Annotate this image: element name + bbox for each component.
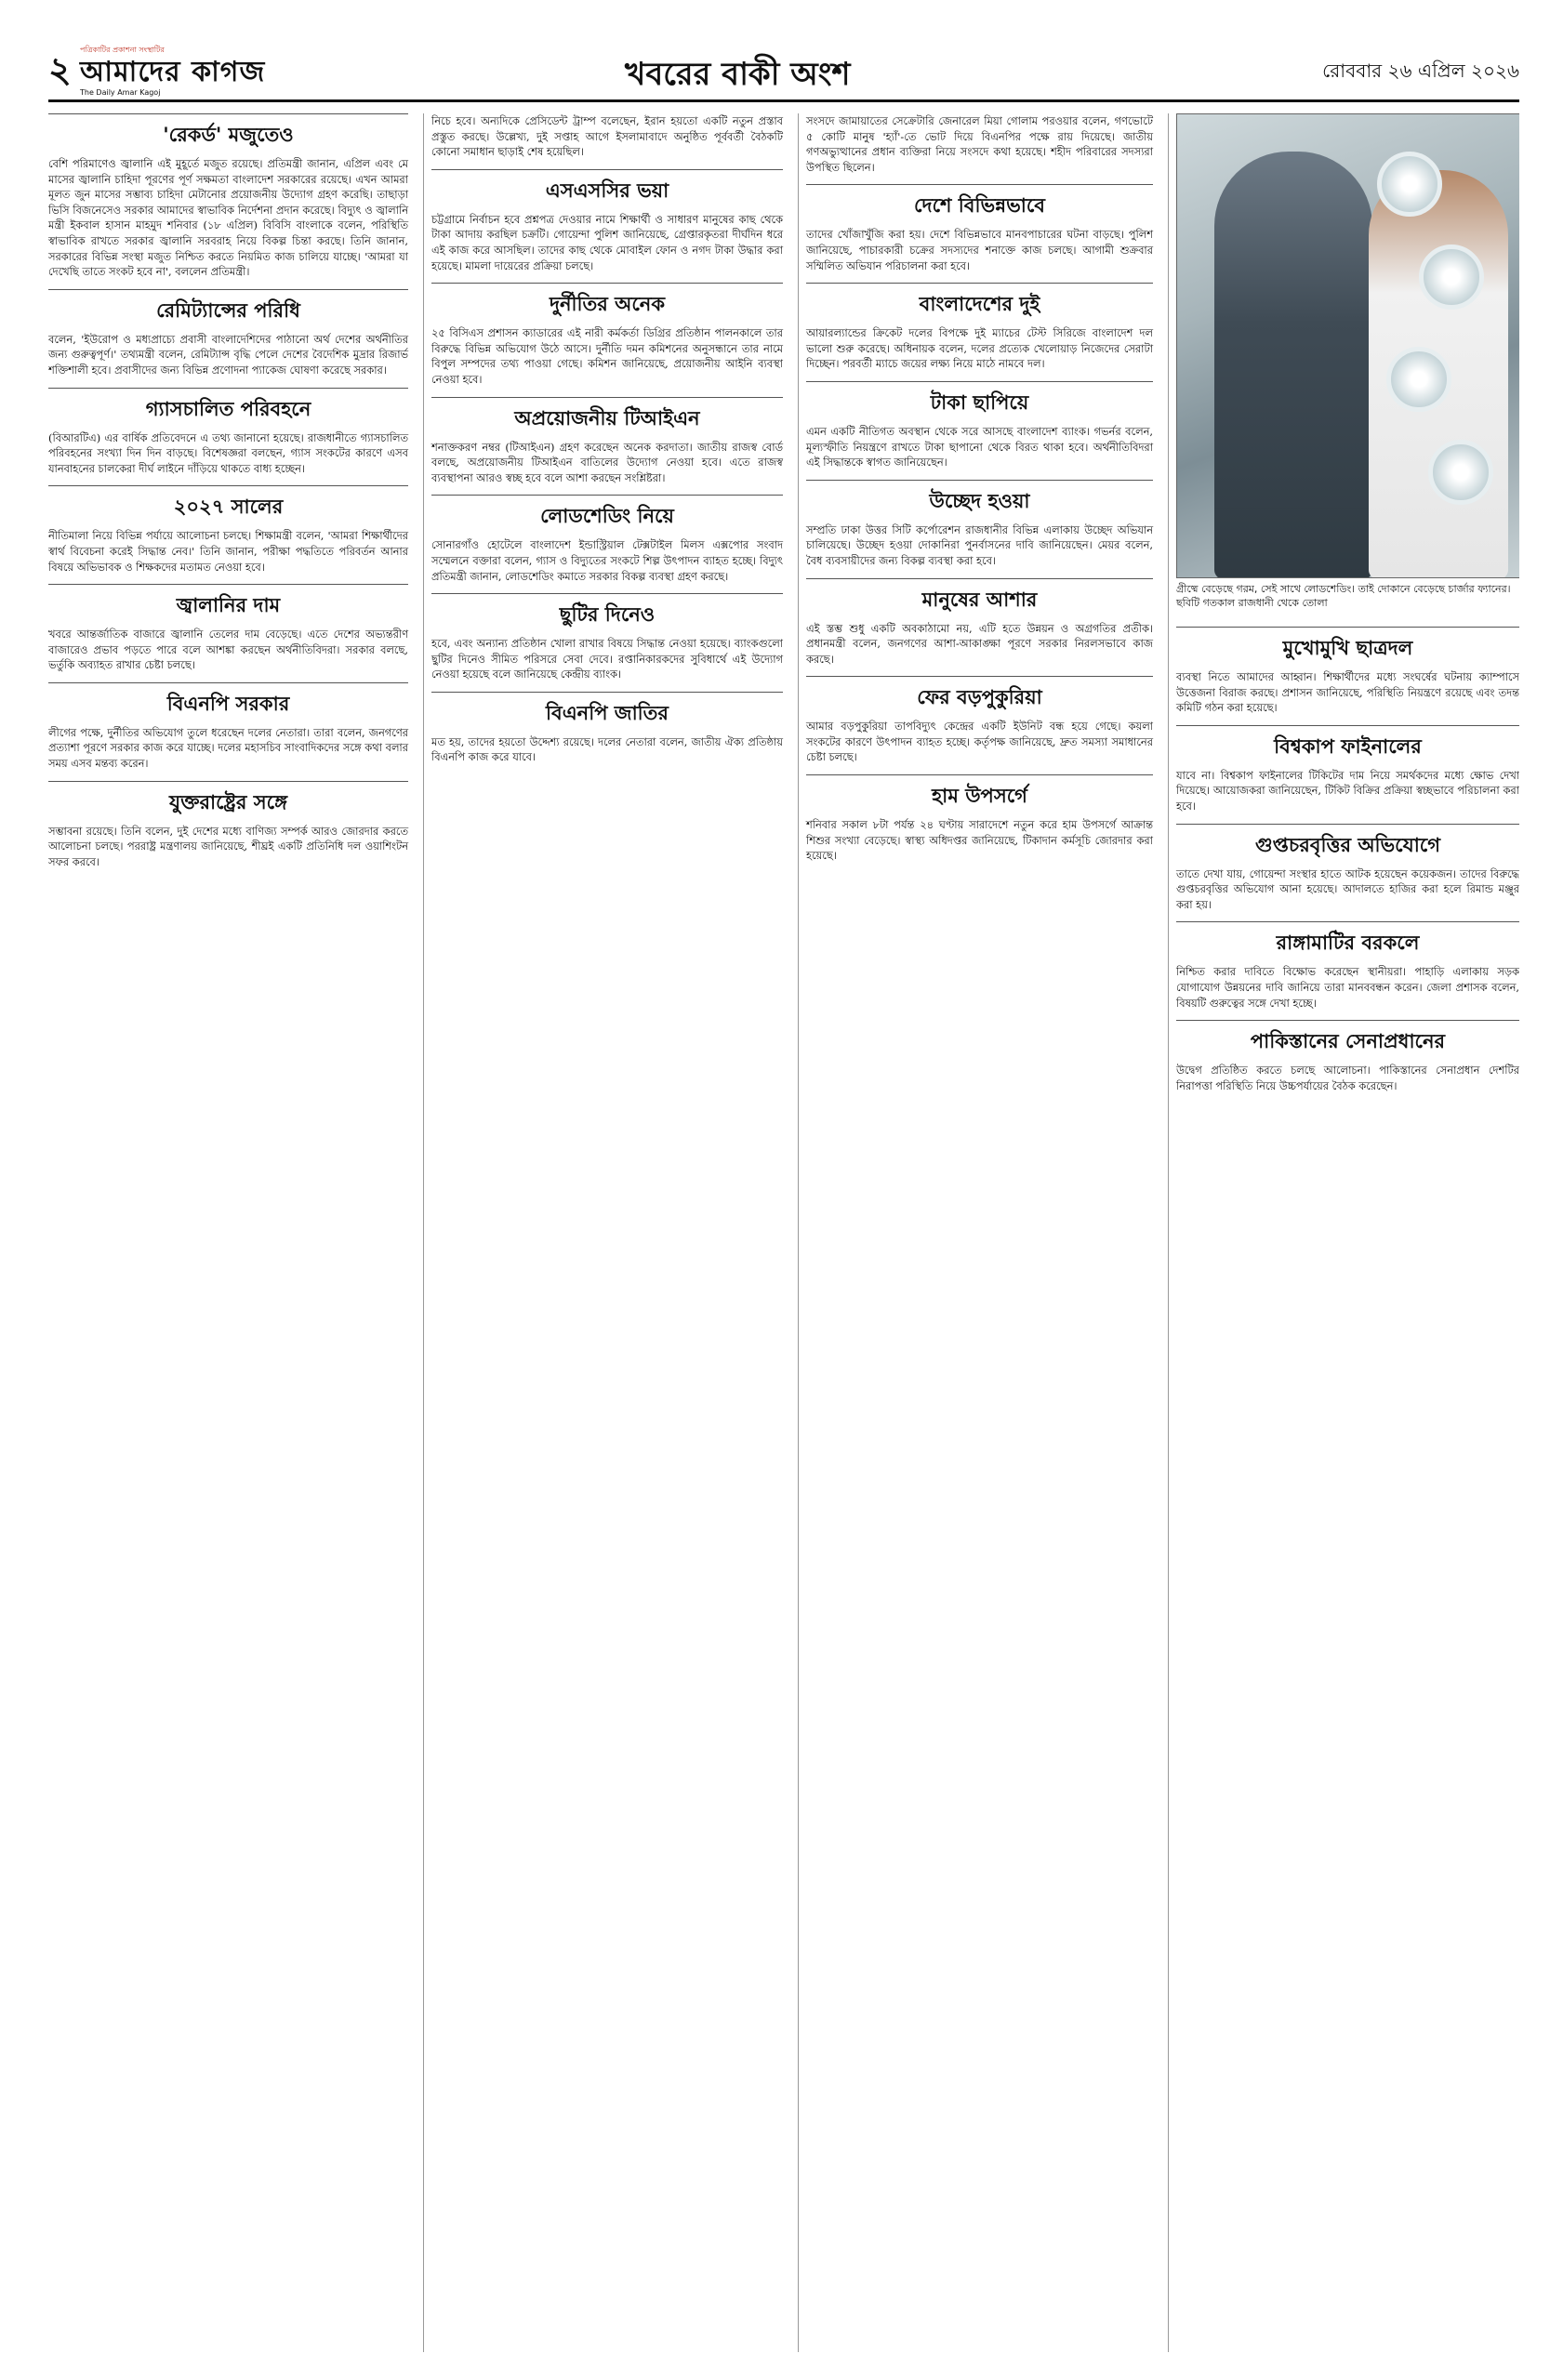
fan-icon [1428,440,1493,505]
article-headline: গুপ্তচরবৃত্তির অভিযোগে [1176,824,1519,866]
article-headline: মানুষের আশার [806,578,1153,621]
photo-caption: গ্রীষ্মে বেড়েছে গরম, সেই সাথে লোডশেডিং। তাই দোকানে বেড়েছে চার্জার ফ্যানের। ছবিটি গতকাল রাজধানী থেকে তোলা [1176,583,1511,609]
column-2 [423,113,790,2352]
article-body: নিচে হবে। অন্যদিকে প্রেসিডেন্ট ট্রাম্প বলেছেন, ইরান হয়তো একটি নতুন প্রস্তাব প্রস্তুত করছে। উল্লেখ্য, দুই সপ্তাহ আগে ইসলামাবাদে অনুষ্ঠিত পূর্ববর্তী বৈঠকটি কোনো সমাধান ছাড়াই শেষ হয়েছিল। [431,114,783,159]
article-body: তাতে দেখা যায়, গোয়েন্দা সংস্থার হাতে আটক হয়েছেন কয়েকজন। তাদের বিরুদ্ধে গুপ্তচরবৃত্তির অভিযোগ আনা হয়েছে। আদালতে হাজির করা হলে রিমান্ড মঞ্জুর করা হয়। [1176,866,1519,911]
article-headline: যুক্তরাষ্ট্রের সঙ্গে [48,781,408,824]
article [806,381,1153,470]
article-body: বলেন, 'ইউরোপ ও মধ্যপ্রাচ্যে প্রবাসী বাংলাদেশিদের পাঠানো অর্থ দেশের অর্থনীতির জন্য গুরুত্বপূর্ণ।' তথ্যমন্ত্রী বলেন, রেমিট্যান্স বৃদ্ধি পেলে দেশের বৈদেশিক মুদ্রার রিজার্ভ শক্তিশালী হবে। প্রবাসীদের জন্য বিভিন্ন প্রণোদনা প্যাকেজ ঘোষণা করেছে সরকার। [48,332,408,377]
article-body: (বিআরটিএ) এর বার্ষিক প্রতিবেদনে এ তথ্য জানানো হয়েছে। রাজধানীতে গ্যাসচালিত পরিবহনের সংখ্যা দিন দিন বাড়ছে। বিশেষজ্ঞরা বলছেন, গ্যাস সংকটের কারণে এসব যানবাহনের চালকেরা দীর্ঘ লাইনে দাঁড়িয়ে থাকতে বাধ্য হচ্ছেন। [48,430,408,475]
column-1 [48,113,416,2352]
article-body: খবরে আন্তর্জাতিক বাজারে জ্বালানি তেলের দাম বেড়েছে। এতে দেশের অভ্যন্তরীণ বাজারেও প্রভাব পড়তে পারে বলে আশঙ্কা করছেন অর্থনীতিবিদরা। সরকার বলছে, ভর্তুকি অব্যাহত রাখার চেষ্টা চলছে। [48,628,408,672]
article-headline: গ্যাসচালিত পরিবহনে [48,388,408,430]
article-headline: বিএনপি সরকার [48,682,408,725]
newspaper-page [48,37,1519,2352]
article [806,578,1153,668]
article-headline: বাংলাদেশের দুই [806,283,1153,325]
article-headline: ২০২৭ সালের [48,485,408,528]
article-headline: রাঙ্গামাটির বরকলে [1176,921,1519,964]
article [431,593,783,682]
article [48,388,408,477]
logo-title: আমাদের কাগজ [80,56,266,88]
article [1176,1020,1519,1093]
section-title: খবরের বাকী অংশ [625,56,851,93]
article-body: নীতিমালা নিয়ে বিভিন্ন পর্যায়ে আলোচনা চলছে। শিক্ষামন্ত্রী বলেন, 'আমরা শিক্ষার্থীদের স্বার্থ বিবেচনা করেই সিদ্ধান্ত নেব।' তিনি জানান, পরীক্ষা পদ্ধতিতে পরিবর্তন আনার বিষয়ে অভিভাবক ও শিক্ষকদের মতামত নেওয়া হবে। [48,529,408,574]
article [806,283,1153,372]
article-headline: উচ্ছেদ হওয়া [806,480,1153,522]
article-headline: 'রেকর্ড' মজুতেও [48,113,408,156]
article [48,781,408,870]
woman-figure [1214,152,1372,578]
article [48,682,408,772]
article-body: তাদের খোঁজাখুঁজি করা হয়। দেশে বিভিন্নভাবে মানবপাচারের ঘটনা বাড়ছে। পুলিশ জানিয়েছে, পাচারকারী চক্রের সদস্যদের শনাক্তে কাজ চলছে। আগামী শুক্রবার সম্মিলিত অভিযান পরিচালনা করা হবে। [806,228,1153,272]
fan-icon [1419,245,1484,310]
fan-icon [1386,347,1451,412]
article-headline: ফের বড়পুকুরিয়া [806,676,1153,719]
article [431,113,783,160]
article-body: এমন একটি নীতিগত অবস্থান থেকে সরে আসছে বাংলাদেশ ব্যাংক। গভর্নর বলেন, মূল্যস্ফীতি নিয়ন্ত্রণে রাখতে টাকা ছাপানো থেকে বিরত থাকা হবে। অর্থনীতিবিদরা এই সিদ্ধান্তকে স্বাগত জানিয়েছেন। [806,424,1153,469]
column-4 [1168,113,1519,2352]
article-body: এই স্তম্ভ শুধু একটি অবকাঠামো নয়, এটি হতে উন্নয়ন ও অগ্রগতির প্রতীক। প্রধানমন্ত্রী বলেন, জনগণের আশা-আকাঙ্ক্ষা পূরণে সরকার নিরলসভাবে কাজ করছে। [806,621,1153,666]
article [431,169,783,273]
article-body: বেশি পরিমাণেও জ্বালানি এই মুহূর্তে মজুত রয়েছে। প্রতিমন্ত্রী জানান, এপ্রিল এবং মে মাসের জ্বালানি চাহিদা পূরণের পূর্ণ সক্ষমতা বাংলাদেশ সরকারের রয়েছে। এখন আমরা মূলত জুন মাসের সম্ভাব্য চাহিদা মেটানোর প্রয়োজনীয় উদ্যোগ গ্রহণ করেছি। তাছাড়া ভিসি বিজনেসেও সরকার আমাদের স্বাভাবিক নির্দেশনা প্রদান করেছে। বিদ্যুৎ ও জ্বালানি মন্ত্রী ইকবাল হাসান মাহমুদ শনিবার (১৮ এপ্রিল) বিবিসি বাংলাকে বলেন, পরিস্থিতি স্বাভাবিক রাখতে সরকার জ্বালানি সরবরাহ নিয়ে বিকল্প চিন্তা করছে। তিনি জানান, সরকারের বিভিন্ন সংস্থা মজুত নিশ্চিত করতে নিয়মিত কাজ চালিয়ে যাচ্ছে। 'আমরা যা দেখেছি তাতে সংকট হবে না', বললেন প্রতিমন্ত্রী। [48,157,408,279]
column-3 [798,113,1160,2352]
article-body: হবে, এবং অন্যান্য প্রতিষ্ঠান খোলা রাখার বিষয়ে সিদ্ধান্ত নেওয়া হয়েছে। ব্যাংকগুলো ছুটির দিনেও সীমিত পরিসরে সেবা দেবে। রপ্তানিকারকদের সুবিধার্থে এই উদ্যোগ নেওয়া হয়েছে বলে জানিয়েছে কেন্দ্রীয় ব্যাংক। [431,637,783,681]
article [431,495,783,584]
issue-date: রোববার ২৬ এপ্রিল ২০২৬ [1322,60,1519,82]
article-headline: লোডশেডিং নিয়ে [431,495,783,537]
article-body: শনিবার সকাল ৮টা পর্যন্ত ২৪ ঘণ্টায় সারাদেশে নতুন করে হাম উপসর্গে আক্রান্ত শিশুর সংখ্যা বেড়েছে। স্বাস্থ্য অধিদপ্তর জানিয়েছে, টিকাদান কর্মসূচি জোরদার করা হয়েছে। [806,818,1153,863]
article-headline: বিশ্বকাপ ফাইনালের [1176,725,1519,768]
article-headline: ছুটির দিনেও [431,593,783,636]
article [431,397,783,486]
article-headline: হাম উপসর্গে [806,774,1153,817]
article [1176,921,1519,1011]
newspaper-logo [80,45,266,97]
article-headline: পাকিস্তানের সেনাপ্রধানের [1176,1020,1519,1063]
article [1176,113,1519,617]
logo-subtitle: The Daily Amar Kagoj [80,88,161,97]
article-headline: টাকা ছাপিয়ে [806,381,1153,424]
article-body: ব্যবস্থা নিতে আমাদের আহ্বান। শিক্ষার্থীদের মধ্যে সংঘর্ষের ঘটনায় ক্যাম্পাসে উত্তেজনা বিরাজ করছে। প্রশাসন জানিয়েছে, পরিস্থিতি নিয়ন্ত্রণে রয়েছে এবং তদন্ত কমিটি গঠন করা হয়েছে। [1176,670,1519,715]
article-headline: দেশে বিভিন্নভাবে [806,184,1153,227]
article-body: আমার বড়পুকুরিয়া তাপবিদ্যুৎ কেন্দ্রের একটি ইউনিট বন্ধ হয়ে গেছে। কয়লা সংকটের কারণে উৎপাদন ব্যাহত হচ্ছে। কর্তৃপক্ষ জানিয়েছে, দ্রুত সমস্যা সমাধানের চেষ্টা চলছে। [806,720,1153,764]
article [1176,725,1519,814]
article [1176,627,1519,716]
article-body: লীগের পক্ষে, দুর্নীতির অভিযোগ তুলে ধরেছেন দলের নেতারা। তারা বলেন, জনগণের প্রত্যাশা পূরণে সরকার কাজ করে যাচ্ছে। দলের মহাসচিব সাংবাদিকদের সঙ্গে কথা বলার সময় এসব মন্তব্য করেন। [48,725,408,771]
article-body: নিশ্চিত করার দাবিতে বিক্ষোভ করেছেন স্থানীয়রা। পাহাড়ি এলাকায় সড়ক যোগাযোগ উন্নয়নের দাবি জানিয়ে তারা মানববন্ধন করেন। জেলা প্রশাসক বলেন, বিষয়টি গুরুত্বের সঙ্গে দেখা হচ্ছে। [1176,965,1519,1010]
article-body: মত হয়, তাদের হয়তো উদ্দেশ্য রয়েছে। দলের নেতারা বলেন, জাতীয় ঐক্য প্রতিষ্ঠায় বিএনপি কাজ করে যাবে। [431,734,783,764]
article [806,774,1153,864]
logo-tagline: পত্রিকাটির প্রকাশনা সংস্থাটির [80,46,165,54]
article [431,692,783,765]
article [48,584,408,673]
article-headline: এসএসসির ভয়া [431,169,783,212]
article-headline: দুর্নীতির অনেক [431,283,783,325]
article-body: চট্টগ্রামে নির্বাচন হবে প্রশ্নপত্র দেওয়ার নামে শিক্ষার্থী ও সাধারণ মানুষের কাছ থেকে টাকা আদায় করছিল চক্রটি। গোয়েন্দা পুলিশ জানিয়েছে, গ্রেপ্তারকৃতরা দীর্ঘদিন ধরে এই কাজ করে আসছিল। তাদের কাছ থেকে মোবাইল ফোন ও নগদ টাকা উদ্ধার করা হয়েছে। মামলা দায়েরের প্রক্রিয়া চলছে। [431,212,783,272]
article-body: শনাক্তকরণ নম্বর (টিআইএন) গ্রহণ করেছেন অনেক করদাতা। জাতীয় রাজস্ব বোর্ড বলছে, অপ্রয়োজনীয় টিআইএন বাতিলের উদ্যোগ নেওয়া হবে। এতে রাজস্ব ব্যবস্থাপনা আরও স্বচ্ছ হবে বলে আশা করছেন সংশ্লিষ্টরা। [431,440,783,484]
article-headline: বিএনপি জাতির [431,692,783,734]
article [48,485,408,575]
article [48,113,408,280]
article [48,289,408,378]
fan-icon [1377,152,1442,217]
article [1176,824,1519,913]
article-body: যাবে না। বিশ্বকাপ ফাইনালের টিকিটের দাম নিয়ে সমর্থকদের মধ্যে ক্ষোভ দেখা দিয়েছে। আয়োজকরা জানিয়েছেন, টিকিট বিক্রির প্রক্রিয়া স্বচ্ছভাবে পরিচালনা করা হবে। [1176,768,1519,813]
article-body: সম্ভাবনা রয়েছে। তিনি বলেন, দুই দেশের মধ্যে বাণিজ্য সম্পর্ক আরও জোরদার করতে আলোচনা চলছে। পররাষ্ট্র মন্ত্রণালয় জানিয়েছে, শীঘ্রই একটি প্রতিনিধি দল ওয়াশিংটন সফর করবে। [48,824,408,868]
article-body: সম্প্রতি ঢাকা উত্তর সিটি কর্পোরেশন রাজধানীর বিভিন্ন এলাকায় উচ্ছেদ অভিযান চালিয়েছে। উচ্ছেদ হওয়া দোকানিরা পুনর্বাসনের দাবি জানিয়েছেন। মেয়র বলেন, বৈধ ব্যবসায়ীদের জন্য বিকল্প ব্যবস্থা করা হবে। [806,522,1153,567]
news-photo [1176,113,1519,578]
article-headline: অপ্রয়োজনীয় টিআইএন [431,397,783,440]
page-number: ২ [48,48,72,90]
article-columns [48,113,1519,2352]
masthead [48,37,1519,102]
article-body: আয়ারল্যান্ডের ক্রিকেট দলের বিপক্ষে দুই ম্যাচের টেস্ট সিরিজে বাংলাদেশ দল ভালো শুরু করেছে। অধিনায়ক বলেন, দলের প্রত্যেক খেলোয়াড় নিজেদের সেরাটা দিচ্ছেন। পরবর্তী ম্যাচে জয়ের লক্ষ্য নিয়ে মাঠে নামবে দল। [806,326,1153,371]
article-body: সোনারগাঁও হোটেলে বাংলাদেশ ইন্ডাস্ট্রিয়াল টেক্সটাইল মিলস এক্সপোর সংবাদ সম্মেলনে বক্তারা বলেন, গ্যাস ও বিদ্যুতের সংকটে শিল্প উৎপাদন ব্যাহত হচ্ছে। বিদ্যুৎ প্রতিমন্ত্রী জানান, লোডশেডিং কমাতে সরকার বিকল্প ব্যবস্থা গ্রহণ করছে। [431,538,783,583]
article-headline: রেমিট্যান্সের পরিধি [48,289,408,332]
article [806,184,1153,273]
article [806,113,1153,175]
article-body: ২৫ বিসিএস প্রশাসন ক্যাডারের এই নারী কর্মকর্তা ডিগ্রির প্রতিষ্ঠান পালনকালে তার বিরুদ্ধে বিভিন্ন অভিযোগ উঠে আসে। দুর্নীতি দমন কমিশনের অনুসন্ধানে তার নামে বিপুল সম্পদের তথ্য পাওয়া গেছে। কমিশন জানিয়েছে, প্রয়োজনীয় আইনি ব্যবস্থা নেওয়া হবে। [431,326,783,386]
article-body: সংসদে জামায়াতের সেক্রেটারি জেনারেল মিয়া গোলাম পরওয়ার বলেন, গণভোটে ৫ কোটি মানুষ 'হ্যাঁ'-তে ভোট দিয়ে বিএনপির পক্ষে রায় দিয়েছে। জাতীয় গণঅভ্যুত্থানের প্রধান ব্যক্তিরা নিয়ে সংসদে কথা হয়েছে। শহীদ পরিবারের সদস্যরা উপস্থিত ছিলেন। [806,114,1153,174]
article [806,676,1153,765]
article [431,283,783,387]
article [806,480,1153,569]
article-body: উদ্বেগ প্রতিষ্ঠিত করতে চলছে আলোচনা। পাকিস্তানের সেনাপ্রধান দেশটির নিরাপত্তা পরিস্থিতি নিয়ে উচ্চপর্যায়ের বৈঠক করেছেন। [1176,1064,1519,1092]
article-headline: জ্বালানির দাম [48,584,408,627]
article-headline: মুখোমুখি ছাত্রদল [1176,627,1519,669]
